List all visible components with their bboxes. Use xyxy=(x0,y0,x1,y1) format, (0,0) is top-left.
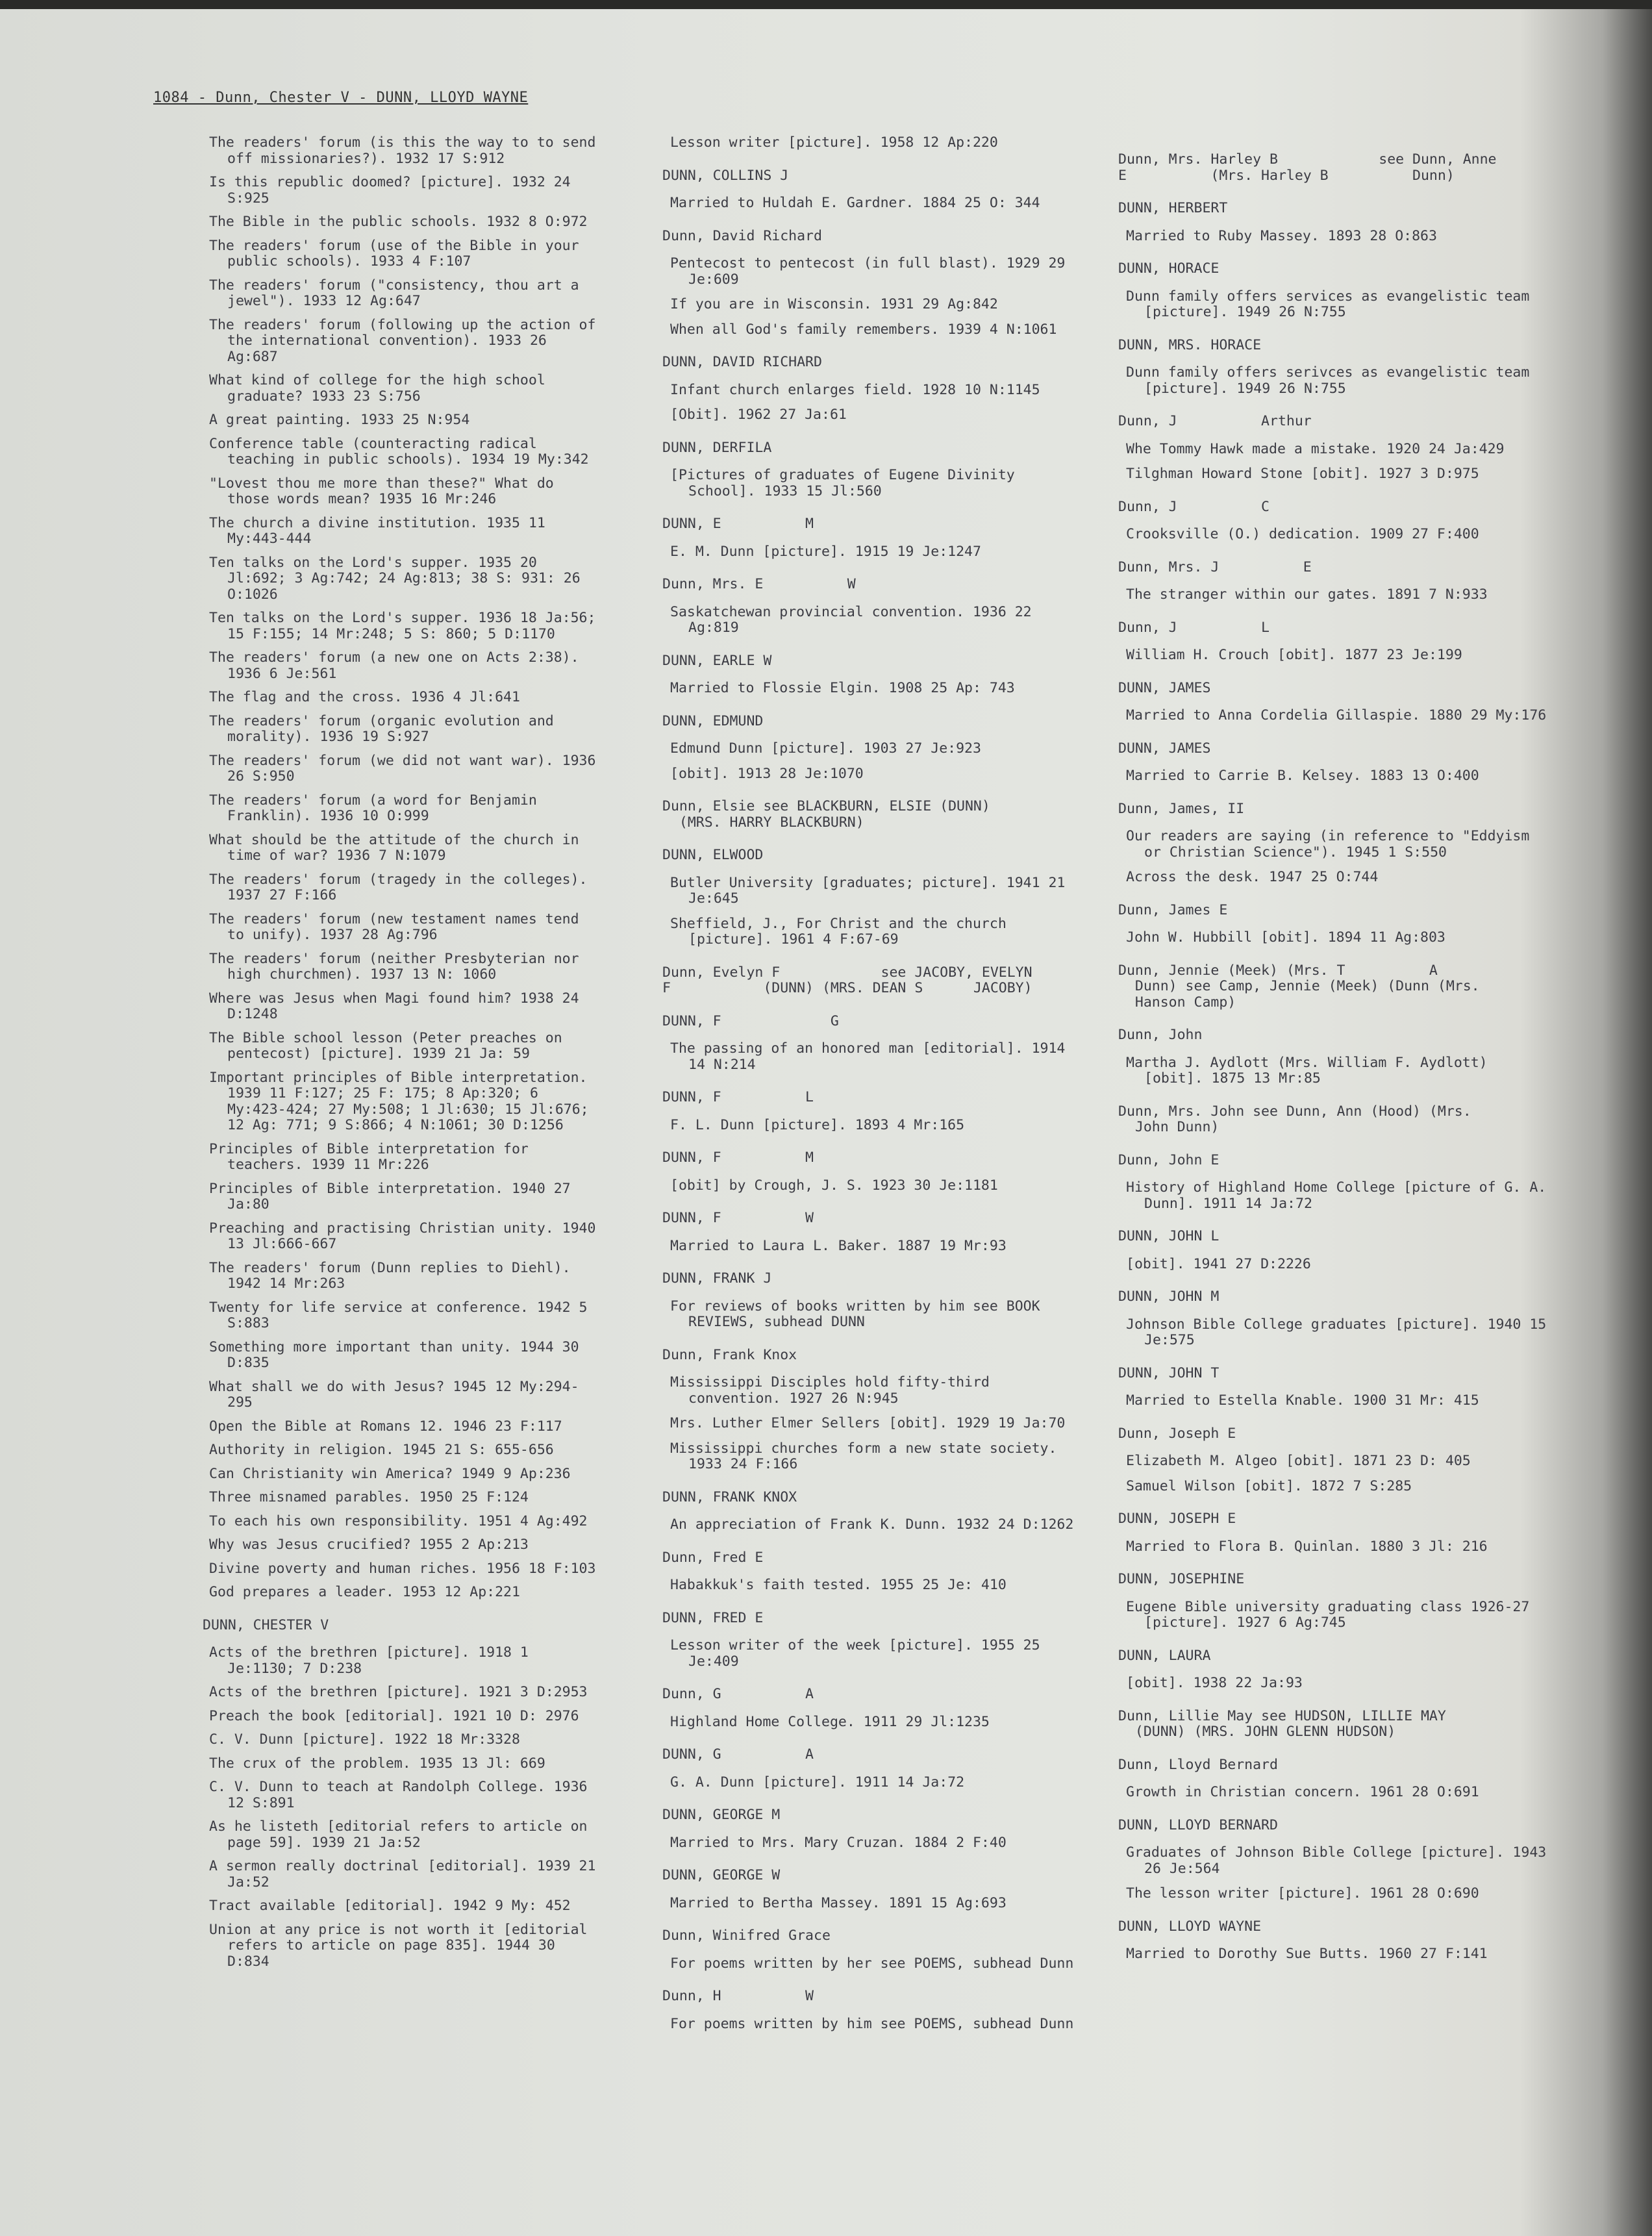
index-entry: Important principles of Bible interpretation. 1939 11 F:127; 25 F: 175; 8 Ap:320; 6 My:423-424; 27 My:508; 1 Jl:630; 15 Jl:676; 12 Ag: 771; 9 S:866; 4 N:1061; 30 D:1256 xyxy=(209,1069,589,1133)
index-entry: Dunn family offers serivces as evangelistic team [picture]. 1949 26 N:755 xyxy=(1126,364,1530,397)
index-entry: Mississippi Disciples hold fifty-third convention. 1927 26 N:945 xyxy=(670,1374,990,1407)
index-heading: Dunn, Winifred Grace xyxy=(662,1928,831,1944)
index-entry: What shall we do with Jesus? 1945 12 My:294-295 xyxy=(209,1378,579,1411)
index-entry: What kind of college for the high school graduate? 1933 23 S:756 xyxy=(209,372,545,405)
index-entry: Lesson writer of the week [picture]. 1955 25 Je:409 xyxy=(670,1637,1040,1670)
index-entry: Dunn family offers services as evangelistic team [picture]. 1949 26 N:755 xyxy=(1126,288,1530,320)
index-entry: Crooksville (O.) dedication. 1909 27 F:400 xyxy=(1126,526,1479,542)
index-heading: Dunn, H W xyxy=(662,1988,814,2004)
index-entry: Lesson writer [picture]. 1958 12 Ap:220 xyxy=(670,134,998,151)
index-entry: The lesson writer [picture]. 1961 28 O:690 xyxy=(1126,1885,1479,1902)
index-entry: As he listeth [editorial refers to article on page 59]. 1939 21 Ja:52 xyxy=(209,1818,588,1851)
index-entry: The readers' forum (neither Presbyterian nor high churchmen). 1937 13 N: 1060 xyxy=(209,950,579,983)
index-entry: The stranger within our gates. 1891 7 N:933 xyxy=(1126,586,1488,603)
index-entry: G. A. Dunn [picture]. 1911 14 Ja:72 xyxy=(670,1774,965,1790)
index-heading: Dunn, David Richard xyxy=(662,227,822,244)
index-entry: [obit] by Crough, J. S. 1923 30 Je:1181 xyxy=(670,1177,998,1194)
index-entry: Open the Bible at Romans 12. 1946 23 F:117 xyxy=(209,1418,562,1435)
index-entry: The readers' forum (organic evolution and morality). 1936 19 S:927 xyxy=(209,712,554,745)
index-entry: The readers' forum (we did not want war). 1936 26 S:950 xyxy=(209,752,596,785)
index-entry: Divine poverty and human riches. 1956 18 F:103 xyxy=(209,1560,596,1577)
index-heading: DUNN, LLOYD WAYNE xyxy=(1118,1918,1262,1935)
index-heading: Dunn, Jennie (Meek) (Mrs. T A Dunn) see Camp, Jennie (Meek) (Dunn (Mrs. Hanson Camp) xyxy=(1118,962,1480,1011)
index-entry: Edmund Dunn [picture]. 1903 27 Je:923 xyxy=(670,740,981,757)
index-heading: DUNN, FRED E xyxy=(662,1609,764,1626)
index-entry: Married to Mrs. Mary Cruzan. 1884 2 F:40 xyxy=(670,1834,1007,1851)
index-heading: DUNN, G A xyxy=(662,1746,814,1763)
index-entry: For poems written by her see POEMS, subhead Dunn xyxy=(670,1955,1074,1972)
index-entry: Butler University [graduates; picture]. 1941 21 Je:645 xyxy=(670,874,1066,907)
index-heading: DUNN, GEORGE M xyxy=(662,1807,781,1823)
index-entry: The readers' forum (a word for Benjamin Franklin). 1936 10 O:999 xyxy=(209,792,537,824)
index-heading: Dunn, James, II xyxy=(1118,800,1245,817)
index-heading: DUNN, JOSEPHINE xyxy=(1118,1571,1245,1587)
index-heading: Dunn, Mrs. E W xyxy=(662,576,856,592)
index-entry: Ten talks on the Lord's supper. 1935 20 Jl:692; 3 Ag:742; 24 Ag:813; 38 S: 931: 26 O:1026 xyxy=(209,554,581,603)
index-entry: Acts of the brethren [picture]. 1921 3 D:2953 xyxy=(209,1684,588,1700)
page-header: 1084 - Dunn, Chester V - DUNN, LLOYD WAYNE xyxy=(153,90,529,106)
index-entry: Saskatchewan provincial convention. 1936 22 Ag:819 xyxy=(670,603,1032,636)
index-entry: Authority in religion. 1945 21 S: 655-656 xyxy=(209,1442,554,1458)
index-entry: Samuel Wilson [obit]. 1872 7 S:285 xyxy=(1126,1477,1412,1494)
index-heading: DUNN, F G xyxy=(662,1012,839,1029)
index-entry: The Bible in the public schools. 1932 8 O:972 xyxy=(209,214,588,230)
index-entry: Johnson Bible College graduates [picture]. 1940 15 Je:575 xyxy=(1126,1316,1547,1348)
index-entry: Married to Anna Cordelia Gillaspie. 1880 29 My:176 xyxy=(1126,707,1547,723)
index-entry: Martha J. Aydlott (Mrs. William F. Aydlott) [obit]. 1875 13 Mr:85 xyxy=(1126,1054,1488,1087)
index-heading: Dunn, J Arthur xyxy=(1118,413,1312,429)
index-entry: Married to Dorothy Sue Butts. 1960 27 F:141 xyxy=(1126,1946,1488,1962)
index-entry: Married to Flora B. Quinlan. 1880 3 Jl: 216 xyxy=(1126,1538,1488,1555)
index-entry: A great painting. 1933 25 N:954 xyxy=(209,412,470,428)
index-heading: Dunn, J L xyxy=(1118,619,1270,636)
index-heading: DUNN, EDMUND xyxy=(662,712,764,729)
index-entry: The readers' forum (following up the action of the international convention). 1933 26 Ag:687 xyxy=(209,316,596,365)
index-entry: Something more important than unity. 1944 30 D:835 xyxy=(209,1338,579,1371)
index-heading: DUNN, JOHN M xyxy=(1118,1288,1220,1305)
index-entry: [Obit]. 1962 27 Ja:61 xyxy=(670,407,847,423)
index-entry: [obit]. 1941 27 D:2226 xyxy=(1126,1255,1311,1272)
index-heading: DUNN, HORACE xyxy=(1118,260,1220,277)
index-heading: Dunn, James E xyxy=(1118,901,1228,918)
index-entry: History of Highland Home College [picture of G. A. Dunn]. 1911 14 Ja:72 xyxy=(1126,1179,1547,1212)
index-entry: [obit]. 1913 28 Je:1070 xyxy=(670,765,864,782)
index-entry: God prepares a leader. 1953 12 Ap:221 xyxy=(209,1584,520,1600)
scan-edge-shadow xyxy=(0,0,1652,9)
index-entry: Whe Tommy Hawk made a mistake. 1920 24 Ja:429 xyxy=(1126,440,1505,457)
index-heading: Dunn, Evelyn F see JACOBY, EVELYN F (DUNN) (MRS. DEAN S JACOBY) xyxy=(662,964,1032,996)
index-heading: DUNN, F W xyxy=(662,1210,814,1226)
index-entry: [Pictures of graduates of Eugene Divinity School]. 1933 15 Jl:560 xyxy=(670,467,1015,499)
index-heading: DUNN, DAVID RICHARD xyxy=(662,354,822,370)
index-entry: F. L. Dunn [picture]. 1893 4 Mr:165 xyxy=(670,1116,965,1133)
index-entry: Preach the book [editorial]. 1921 10 D: 2976 xyxy=(209,1707,579,1724)
index-entry: Married to Ruby Massey. 1893 28 O:863 xyxy=(1126,227,1437,244)
index-entry: Married to Estella Knable. 1900 31 Mr: 415 xyxy=(1126,1392,1479,1409)
index-heading: Dunn, G A xyxy=(662,1686,814,1702)
index-entry: John W. Hubbill [obit]. 1894 11 Ag:803 xyxy=(1126,929,1446,946)
index-entry: E. M. Dunn [picture]. 1915 19 Je:1247 xyxy=(670,543,981,560)
index-entry: "Lovest thou me more than these?" What do those words mean? 1935 16 Mr:246 xyxy=(209,475,554,507)
index-heading: Dunn, Joseph E xyxy=(1118,1425,1236,1442)
index-column-2 xyxy=(662,135,1078,2041)
index-entry: Married to Bertha Massey. 1891 15 Ag:693 xyxy=(670,1894,1007,1911)
index-column-3 xyxy=(1118,135,1547,1972)
index-heading: DUNN, EARLE W xyxy=(662,652,772,669)
index-entry: The passing of an honored man [editorial]. 1914 14 N:214 xyxy=(670,1040,1066,1073)
index-entry: Sheffield, J., For Christ and the church [picture]. 1961 4 F:67-69 xyxy=(670,915,1007,948)
index-entry: Can Christianity win America? 1949 9 Ap:236 xyxy=(209,1465,571,1482)
index-heading: DUNN, FRANK J xyxy=(662,1270,772,1287)
index-heading: DUNN, LAURA xyxy=(1118,1647,1211,1664)
index-entry: Mississippi churches form a new state society. 1933 24 F:166 xyxy=(670,1440,1057,1472)
index-entry: Married to Laura L. Baker. 1887 19 Mr:93 xyxy=(670,1237,1007,1254)
index-heading: DUNN, CHESTER V xyxy=(203,1616,329,1633)
index-entry: The crux of the problem. 1935 13 Jl: 669 xyxy=(209,1755,545,1772)
index-heading: DUNN, MRS. HORACE xyxy=(1118,336,1262,353)
index-heading: DUNN, JOHN T xyxy=(1118,1364,1220,1381)
index-entry: Pentecost to pentecost (in full blast). 1929 29 Je:609 xyxy=(670,255,1066,288)
index-entry: Union at any price is not worth it [editorial refers to article on page 835]. 1944 30 D:834 xyxy=(209,1921,588,1970)
index-entry: Tilghman Howard Stone [obit]. 1927 3 D:975 xyxy=(1126,466,1479,482)
index-entry: What should be the attitude of the church in time of war? 1936 7 N:1079 xyxy=(209,831,579,864)
index-heading: DUNN, GEORGE W xyxy=(662,1867,781,1883)
index-entry: Our readers are saying (in reference to "Eddyism or Christian Science"). 1945 1 S:550 xyxy=(1126,828,1530,860)
index-entry: Graduates of Johnson Bible College [picture]. 1943 26 Je:564 xyxy=(1126,1844,1547,1877)
index-entry: The readers' forum (Dunn replies to Diehl). 1942 14 Mr:263 xyxy=(209,1259,571,1292)
index-heading: DUNN, E M xyxy=(662,516,814,532)
index-entry: Across the desk. 1947 25 O:744 xyxy=(1126,869,1379,885)
index-entry: The flag and the cross. 1936 4 Jl:641 xyxy=(209,689,520,705)
index-entry: Acts of the brethren [picture]. 1918 1 Je:1130; 7 D:238 xyxy=(209,1644,529,1677)
index-entry: C. V. Dunn [picture]. 1922 18 Mr:3328 xyxy=(209,1731,520,1748)
index-entry: To each his own responsibility. 1951 4 Ag:492 xyxy=(209,1513,588,1529)
index-entry: For poems written by him see POEMS, subhead Dunn xyxy=(670,2015,1074,2032)
index-entry: The readers' forum (is this the way to to send off missionaries?). 1932 17 S:912 xyxy=(209,134,596,167)
index-entry: Infant church enlarges field. 1928 10 N:1145 xyxy=(670,381,1040,398)
index-entry: Principles of Bible interpretation for teachers. 1939 11 Mr:226 xyxy=(209,1140,529,1173)
index-entry: William H. Crouch [obit]. 1877 23 Je:199 xyxy=(1126,647,1462,663)
index-column-1 xyxy=(203,134,599,1978)
index-entry: Why was Jesus crucified? 1955 2 Ap:213 xyxy=(209,1537,529,1553)
index-entry: Preaching and practising Christian unity. 1940 13 Jl:666-667 xyxy=(209,1220,596,1252)
index-entry: When all God's family remembers. 1939 4 N:1061 xyxy=(670,321,1057,338)
index-heading: Dunn, Mrs. Harley B see Dunn, Anne E (Mrs. Harley B Dunn) xyxy=(1118,151,1497,184)
index-entry: The readers' forum (new testament names tend to unify). 1937 28 Ag:796 xyxy=(209,911,579,943)
index-entry: An appreciation of Frank K. Dunn. 1932 24 D:1262 xyxy=(670,1516,1074,1533)
index-heading: Dunn, Elsie see BLACKBURN, ELSIE (DUNN) (MRS. HARRY BLACKBURN) xyxy=(662,798,990,831)
index-heading: DUNN, JOHN L xyxy=(1118,1228,1220,1244)
index-heading: DUNN, F L xyxy=(662,1089,814,1105)
index-entry: The readers' forum (use of the Bible in your public schools). 1933 4 F:107 xyxy=(209,237,579,270)
index-entry: C. V. Dunn to teach at Randolph College. 1936 12 S:891 xyxy=(209,1779,588,1811)
index-heading: DUNN, COLLINS J xyxy=(662,167,789,184)
index-entry: Mrs. Luther Elmer Sellers [obit]. 1929 19 Ja:70 xyxy=(670,1415,1066,1431)
index-entry: Conference table (counteracting radical teaching in public schools). 1934 19 My:342 xyxy=(209,435,589,468)
index-entry: Eugene Bible university graduating class 1926-27 [picture]. 1927 6 Ag:745 xyxy=(1126,1598,1530,1631)
index-heading: Dunn, Mrs. J E xyxy=(1118,559,1312,575)
index-heading: DUNN, DERFILA xyxy=(662,439,772,456)
index-heading: Dunn, Lillie May see HUDSON, LILLIE MAY (DUNN) (MRS. JOHN GLENN HUDSON) xyxy=(1118,1707,1446,1740)
index-entry: Married to Flossie Elgin. 1908 25 Ap: 743 xyxy=(670,680,1015,696)
index-heading: Dunn, Fred E xyxy=(662,1549,764,1566)
index-entry: The readers' forum ("consistency, thou art a jewel"). 1933 12 Ag:647 xyxy=(209,277,579,309)
index-entry: Married to Huldah E. Gardner. 1884 25 O: 344 xyxy=(670,195,1040,211)
index-entry: Twenty for life service at conference. 1942 5 S:883 xyxy=(209,1299,588,1331)
index-entry: Principles of Bible interpretation. 1940 27 Ja:80 xyxy=(209,1180,571,1212)
index-entry: Elizabeth M. Algeo [obit]. 1871 23 D: 405 xyxy=(1126,1453,1471,1469)
index-heading: DUNN, F M xyxy=(662,1149,814,1166)
index-entry: Growth in Christian concern. 1961 28 O:691 xyxy=(1126,1784,1479,1800)
index-heading: Dunn, Lloyd Bernard xyxy=(1118,1756,1278,1773)
index-heading: DUNN, JAMES xyxy=(1118,740,1211,757)
index-entry: For reviews of books written by him see BOOK REVIEWS, subhead DUNN xyxy=(670,1298,1040,1330)
index-entry: [obit]. 1938 22 Ja:93 xyxy=(1126,1675,1303,1691)
index-heading: DUNN, JOSEPH E xyxy=(1118,1511,1236,1527)
index-heading: DUNN, ELWOOD xyxy=(662,847,764,863)
index-heading: Dunn, J C xyxy=(1118,498,1270,515)
index-entry: A sermon really doctrinal [editorial]. 1939 21 Ja:52 xyxy=(209,1858,596,1891)
index-entry: If you are in Wisconsin. 1931 29 Ag:842 xyxy=(670,296,998,312)
index-entry: Ten talks on the Lord's supper. 1936 18 Ja:56; 15 F:155; 14 Mr:248; 5 S: 860; 5 D:1170 xyxy=(209,610,596,642)
index-entry: Three misnamed parables. 1950 25 F:124 xyxy=(209,1489,529,1505)
index-entry: The readers' forum (a new one on Acts 2:38). 1936 6 Je:561 xyxy=(209,649,579,682)
index-entry: Tract available [editorial]. 1942 9 My: 452 xyxy=(209,1898,571,1914)
index-heading: DUNN, FRANK KNOX xyxy=(662,1489,797,1505)
index-heading: Dunn, Frank Knox xyxy=(662,1346,797,1363)
index-entry: The readers' forum (tragedy in the colleges). 1937 27 F:166 xyxy=(209,871,588,903)
index-heading: Dunn, John xyxy=(1118,1027,1203,1043)
index-entry: The church a divine institution. 1935 11 My:443-444 xyxy=(209,514,545,547)
index-heading: DUNN, JAMES xyxy=(1118,679,1211,696)
index-heading: Dunn, Mrs. John see Dunn, Ann (Hood) (Mrs. John Dunn) xyxy=(1118,1103,1471,1135)
index-heading: DUNN, LLOYD BERNARD xyxy=(1118,1816,1278,1833)
index-entry: The Bible school lesson (Peter preaches on pentecost) [picture]. 1939 21 Ja: 59 xyxy=(209,1029,562,1062)
index-entry: Habakkuk's faith tested. 1955 25 Je: 410 xyxy=(670,1577,1007,1593)
index-entry: Highland Home College. 1911 29 Jl:1235 xyxy=(670,1713,990,1730)
index-entry: Is this republic doomed? [picture]. 1932 24 S:925 xyxy=(209,174,571,207)
index-heading: Dunn, John E xyxy=(1118,1151,1220,1168)
index-entry: Where was Jesus when Magi found him? 1938 24 D:1248 xyxy=(209,990,579,1022)
index-entry: Married to Carrie B. Kelsey. 1883 13 O:400 xyxy=(1126,768,1479,784)
index-heading: DUNN, HERBERT xyxy=(1118,200,1228,216)
